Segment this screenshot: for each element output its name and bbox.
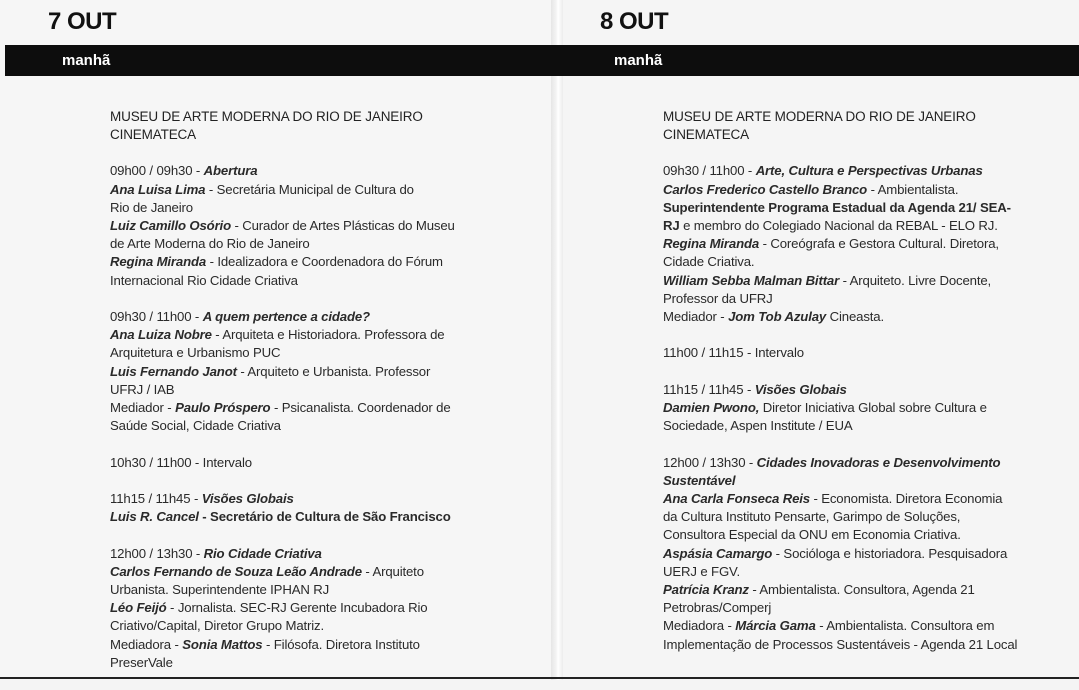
session-intervalo (110, 454, 470, 472)
speaker-name: Carlos Frederico Castello Branco (663, 181, 868, 197)
session-visoes-globais (110, 490, 470, 526)
speaker-name: Ana Luisa Lima (110, 181, 206, 197)
session-time: 09h30 / 11h00 - (110, 309, 203, 325)
speaker-role: - Arquiteto (361, 563, 424, 579)
speaker-role-cont: Superintendente Programa Estadual da Agenda 21/ SEA- (663, 199, 1011, 215)
speaker-role: - Economista. Diretora Economia (809, 491, 1003, 507)
session-time: 09h30 / 11h00 - (663, 163, 756, 179)
speaker-role: e membro do Colegiado Nacional da REBAL - ELO RJ. (679, 218, 998, 234)
right-period-label: manhã (614, 52, 663, 69)
speaker-name: Carlos Fernando de Souza Leão Andrade (110, 563, 362, 579)
venue-name: MUSEU DE ARTE MODERNA DO RIO DE JANEIRO (663, 109, 976, 124)
session-arte-cultura (663, 162, 1043, 326)
left-date-heading: 7 OUT (48, 8, 117, 35)
speaker-role: - Coreógrafa e Gestora Cultural. Diretora, (759, 236, 999, 252)
left-program-column (110, 108, 470, 690)
session-title: Arte, Cultura e Perspectivas Urbanas (755, 163, 983, 179)
speaker-name: Luis R. Cancel (110, 509, 199, 525)
session-intervalo (663, 344, 1043, 362)
session-time: 12h00 / 13h30 - (110, 545, 204, 561)
speaker-name: Luis Fernando Janot (110, 363, 237, 379)
speaker-role: Diretor Iniciativa Global sobre Cultura e (759, 400, 987, 416)
venue-room: CINEMATECA (110, 127, 197, 143)
left-venue (110, 108, 470, 144)
session-time: 09h00 / 09h30 - (110, 163, 204, 179)
speaker-role-cont: Urbanista. Superintendente IPHAN RJ (110, 582, 330, 598)
speaker-role-cont: Internacional Rio Cidade Criativa (110, 272, 298, 288)
session-visoes-globais (663, 381, 1043, 436)
moderator-role-cont: Implementação de Processos Sustentáveis - Agenda 21 Local (663, 636, 1018, 652)
moderator-name: Paulo Próspero (175, 400, 271, 416)
moderator-role: - Filósofa. Diretora Instituto (262, 636, 420, 652)
moderator-label: Mediadora - (663, 618, 736, 634)
speaker-name: Ana Carla Fonseca Reis (663, 491, 810, 507)
session-title: A quem pertence a cidade? (202, 309, 370, 325)
session-time: 11h15 / 11h45 - (663, 381, 755, 397)
moderator-label: Mediadora - (110, 636, 183, 652)
moderator-role-cont: Saúde Social, Cidade Criativa (110, 418, 281, 434)
speaker-role-cont: Petrobras/Comperj (663, 600, 772, 616)
speaker-role: - Secretária Municipal de Cultura do (205, 181, 414, 197)
session-title: Cidades Inovadoras e Desenvolvimento (756, 454, 1001, 470)
moderator-name: Sonia Mattos (182, 636, 263, 652)
speaker-role: - Ambientalista. (867, 181, 959, 197)
speaker-name: Patrícia Kranz (663, 582, 749, 598)
right-program-column (663, 108, 1043, 672)
speaker-role-cont: Rio de Janeiro (110, 199, 193, 215)
speaker-role-cont: de Arte Moderna do Rio de Janeiro (110, 236, 310, 252)
speaker-role-cont: Cidade Criativa. (663, 254, 755, 270)
session-cidades-inovadoras (663, 454, 1043, 654)
session-title: Abertura (203, 163, 258, 179)
speaker-role-cont: Consultora Especial da ONU em Economia Criativa. (663, 527, 961, 543)
speaker-role: - Jornalista. SEC-RJ Gerente Incubadora Rio (166, 600, 428, 616)
speaker-role: - Ambientalista. Consultora, Agenda 21 (748, 582, 975, 598)
speaker-name: William Sebba Malman Bittar (663, 272, 840, 288)
session-time: 12h00 / 13h30 - (663, 454, 757, 470)
moderator-role: Cineasta. (826, 309, 884, 325)
bottom-rule (0, 677, 1079, 679)
venue-room: CINEMATECA (663, 127, 750, 143)
speaker-name: Regina Miranda (663, 236, 760, 252)
session-title-cont: Sustentável (663, 472, 736, 488)
speaker-role: - Arquiteto. Livre Docente, (839, 272, 992, 288)
speaker-role-cont: Arquitetura e Urbanismo PUC (110, 345, 281, 361)
speaker-role: - Curador de Artes Plásticas do Museu (230, 218, 455, 234)
speaker-name: Léo Feijó (110, 600, 167, 616)
speaker-name: Ana Luiza Nobre (110, 327, 212, 343)
speaker-role: - Arquiteto e Urbanista. Professor (236, 363, 431, 379)
speaker-role: - Arquiteta e Historiadora. Professora de (211, 327, 445, 343)
break-text: 10h30 / 11h00 - Intervalo (110, 454, 252, 470)
moderator-role: - Ambientalista. Consultora em (815, 618, 995, 634)
speaker-role-cont: UERJ e FGV. (663, 563, 741, 579)
moderator-name: Jom Tob Azulay (728, 309, 827, 325)
session-title: Rio Cidade Criativa (203, 545, 322, 561)
moderator-role-cont: PreserVale (110, 654, 173, 670)
speaker-name: Aspásia Camargo (663, 545, 773, 561)
right-date-heading: 8 OUT (600, 8, 669, 35)
speaker-name: Damien Pwono, (663, 400, 760, 416)
session-rio-cidade-criativa (110, 545, 470, 672)
speaker-name: Regina Miranda (110, 254, 207, 270)
session-abertura (110, 162, 470, 289)
speaker-name: Luiz Camillo Osório (110, 218, 231, 234)
moderator-name: Márcia Gama (735, 618, 816, 634)
speaker-role-bold: RJ (663, 218, 680, 234)
right-venue (663, 108, 1043, 144)
session-a-quem-pertence (110, 308, 470, 435)
session-time: 11h15 / 11h45 - (110, 491, 202, 507)
speaker-role: - Socióloga e historiadora. Pesquisadora (772, 545, 1008, 561)
moderator-role: - Psicanalista. Coordenador de (270, 400, 451, 416)
speaker-role-cont: Criativo/Capital, Diretor Grupo Matriz. (110, 618, 325, 634)
speaker-role-cont: Sociedade, Aspen Institute / EUA (663, 418, 853, 434)
session-title: Visões Globais (754, 381, 847, 397)
speaker-role-cont: da Cultura Instituto Pensarte, Garimpo de Soluções, (663, 509, 961, 525)
speaker-role-cont: Professor da UFRJ (663, 290, 773, 306)
break-text: 11h00 / 11h15 - Intervalo (663, 345, 804, 361)
page-fold (551, 0, 563, 680)
left-period-label: manhã (62, 52, 111, 69)
speaker-role: - Secretário de Cultura de São Francisco (198, 509, 451, 525)
session-title: Visões Globais (201, 491, 294, 507)
moderator-label: Mediador - (110, 400, 176, 416)
speaker-role: - Idealizadora e Coordenadora do Fórum (206, 254, 443, 270)
moderator-label: Mediador - (663, 309, 729, 325)
venue-name: MUSEU DE ARTE MODERNA DO RIO DE JANEIRO (110, 109, 423, 124)
speaker-role-cont: UFRJ / IAB (110, 381, 175, 397)
